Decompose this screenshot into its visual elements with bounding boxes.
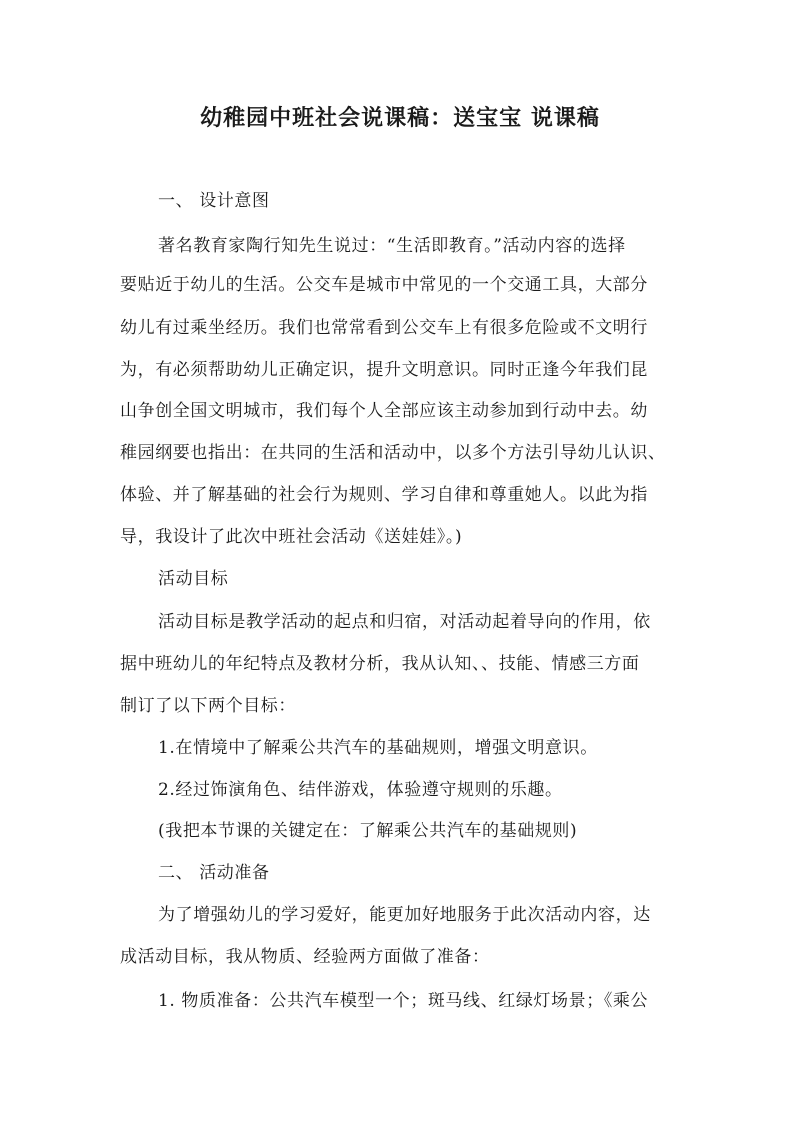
paragraph-line: 活动目标是教学活动的起点和归宿，对活动起着导向的作用，依 bbox=[158, 612, 651, 632]
paragraph-line: 稚园纲要也指出：在共同的生活和活动中，以多个方法引导幼儿认识、 bbox=[120, 443, 666, 463]
paragraph-line: 为，有必须帮助幼儿正确定识，提升文明意识。同时正逢今年我们昆 bbox=[120, 360, 648, 380]
paragraph-line: 体验、并了解基础的社会行为规则、学习自律和尊重她人。以此为指 bbox=[120, 485, 648, 505]
paragraph-line: 制订了以下两个目标： bbox=[120, 696, 296, 716]
list-item: 2.经过饰演角色、结伴游戏，体验遵守规则的乐趣。 bbox=[158, 780, 563, 800]
paragraph-line: 据中班幼儿的年纪特点及教材分析，我从认知、、技能、情感三方面 bbox=[120, 654, 640, 674]
document-title: 幼稚园中班社会说课稿：送宝宝 说课稿 bbox=[200, 105, 600, 131]
paragraph-line: 山争创全国文明城市，我们每个人全部应该主动参加到行动中去。幼 bbox=[120, 401, 648, 421]
paragraph-line: 为了增强幼儿的学习爱好，能更加好地服务于此次活动内容，达 bbox=[158, 905, 651, 925]
paragraph-line: 成活动目标，我从物质、经验两方面做了准备： bbox=[120, 947, 490, 967]
list-item: 1. 物质准备：公共汽车模型一个；斑马线、红绿灯场景；《乘公 bbox=[158, 991, 649, 1011]
section-heading-design-intent: 一、 设计意图 bbox=[158, 191, 270, 211]
list-item: 1.在情境中了解乘公共汽车的基础规则，增强文明意识。 bbox=[158, 738, 598, 758]
paragraph-line: 导，我设计了此次中班社会活动《送娃娃》。) bbox=[120, 527, 463, 547]
paragraph-line: 要贴近于幼儿的生活。公交车是城市中常见的一个交通工具，大部分 bbox=[120, 275, 648, 295]
section-heading-activity-prep: 二、 活动准备 bbox=[158, 863, 270, 883]
paragraph-line: 著名教育家陶行知先生说过：“生活即教育。”活动内容的选择 bbox=[158, 236, 626, 256]
paragraph-line: (我把本节课的关键定在：了解乘公共汽车的基础规则) bbox=[158, 821, 578, 841]
paragraph-line: 幼儿有过乘坐经历。我们也常常看到公交车上有很多危险或不文明行 bbox=[120, 318, 648, 338]
section-heading-activity-goals: 活动目标 bbox=[158, 569, 229, 589]
